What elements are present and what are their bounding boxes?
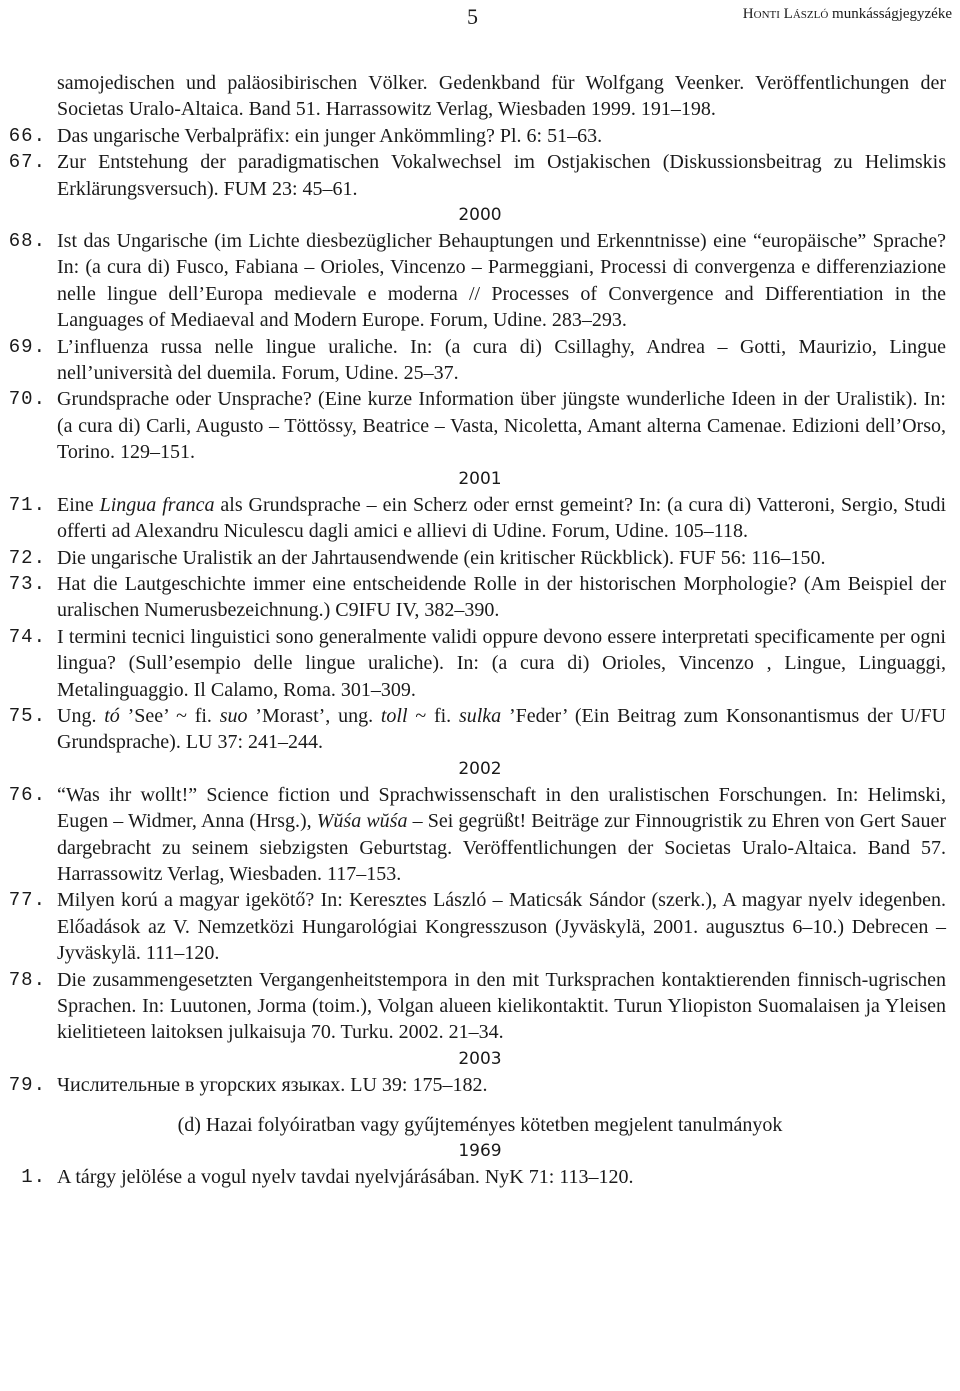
entry-text: Milyen korú a magyar igekötő? In: Keresztes László – Maticsák Sándor (szerk.), A magyar nyelv idegenben. Előadások az V. Nemzetközi Hungarológiai Kongresszuson (Jyväskylä, 2001. augusztus 6–10.) Debrecen – Jyväskylä. 111–120. <box>57 889 946 965</box>
entry-text: Zur Entstehung der paradigmatischen Vokalwechsel im Ostjakischen (Diskussionsbeitrag zu Helimskis Erklärungsversuch). FUM 23: 45–61. <box>57 151 946 200</box>
bib-entry-70 <box>0 386 960 465</box>
entry-number: 76. <box>8 783 46 806</box>
bib-entry-76 <box>0 782 960 888</box>
bibliography-content <box>0 70 960 1191</box>
entry-text: Das ungarische Verbalpräfix: ein junger Ankömmling? Pl. 6: 51–63. <box>57 124 603 147</box>
entry-text: Hat die Lautgeschichte immer eine entscheidende Rolle in der historischen Morphologie? (Am Beispiel der uralischen Numerusbezeichnung.) C9IFU IV, 382–390. <box>57 572 946 622</box>
entry-text: I termini tecnici linguistici sono generalmente validi oppure devono essere interpretati specificamente per ogni lingua? (Sull’esempio delle lingue uraliche). In: (a cura di) Orioles, Vincenzo , Lingue, Linguaggi, Metalinguaggio. Il Calamo, Roma. 301–309. <box>57 625 946 701</box>
entry-text-pre: Eine <box>57 493 100 516</box>
bib-entry-1 <box>0 1164 960 1190</box>
bib-entry-67 <box>0 149 960 202</box>
entry-text: L’influenza russa nelle lingue uraliche. In: (a cura di) Csillaghy, Andrea – Gotti, Maurizio, Lingue nell’università del duemila. Forum, Udine. 25–37. <box>57 335 946 385</box>
entry-number: 77. <box>8 889 46 912</box>
running-head-given-initial: L <box>783 6 793 22</box>
entry-text-italic: toll <box>380 704 408 727</box>
year-heading-2000: 2000 <box>458 205 502 226</box>
entry-text-part: ’See’ ~ fi. <box>119 704 220 727</box>
running-head <box>743 6 952 23</box>
entry-number: 70. <box>8 388 46 411</box>
entry-text: Числительные в угорских языках. LU 39: 175–182. <box>57 1073 488 1096</box>
entry-number: 74. <box>8 625 46 648</box>
entry-text: Die zusammengesetzten Vergangenheitstempora in den mit Turksprachen kontaktierenden finnisch-ugrischen Sprachen. In: Luutonen, Jorma (toim.), Volgan alueen kielikontaktit. Turun Yliopiston Suomalaisen ja Yleisen kielitieteen laitoksen julkaisuja 70. Turku. 2002. 21–34. <box>57 968 946 1044</box>
page-number: 5 <box>467 4 478 29</box>
bib-entry-79 <box>0 1072 960 1098</box>
entry-text-part: Ung. <box>57 704 105 727</box>
entry-text-post: als Grundsprache – ein Scherz oder ernst gemeint? In: (a cura di) Vatteroni, Sergio, Studi offerti ad Alexandru Niculescu dagli amici e allievi di Udine. Forum, Udine. 105–118. <box>57 493 946 543</box>
bib-entry-77 <box>0 887 960 966</box>
entry-text-part: ~ fi. <box>407 704 459 727</box>
running-head-surname-rest: ONTI <box>753 9 780 21</box>
entry-number: 79. <box>8 1073 46 1096</box>
entry-text: Ist das Ungarische (im Lichte diesbezüglicher Behauptungen und Erkenntnisse) eine “europäische” Sprache? In: (a cura di) Fusco, Fabiana – Orioles, Vincenzo – Parmeggiani, Processi di convergenza e differenziazione nelle lingue dell’Europa medievale e moderna // Processes of Convergence and Differentiation in the Languages of Mediaeval and Modern Europe. Forum, Udine. 283–293. <box>57 230 946 332</box>
running-head-suffix: munkásságjegyzéke <box>832 6 952 22</box>
year-heading-1969: 1969 <box>458 1141 502 1162</box>
entry-text-italic: sulka <box>458 704 502 727</box>
entry-number: 71. <box>8 493 46 516</box>
entry-text-italic: Lingua franca <box>99 493 215 516</box>
entry-text: A tárgy jelölése a vogul nyelv tavdai nyelvjárásában. NyK 71: 113–120. <box>57 1166 634 1189</box>
continuation-text: samojedischen und paläosibirischen Völker. Gedenkband für Wolfgang Veenker. Veröffentlichungen der Societas Uralo-Altaica. Band 51. Harrassowitz Verlag, Wiesbaden 1999. 191–198. <box>57 72 946 121</box>
entry-text-part: ’Morast’, ung. <box>247 704 381 727</box>
entry-text-pre: “Was ihr wollt!” Science fiction und Sprachwissenschaft in den uralistischen Forschungen. In: Helimski, Eugen – Widmer, Anna (Hrsg.), <box>57 783 946 833</box>
entry-number: 72. <box>8 546 46 569</box>
section-heading-d: (d) Hazai folyóiratban vagy gyűjteményes kötetben megjelent tanulmányok <box>177 1114 783 1137</box>
entry-text-italic: tó <box>104 704 120 727</box>
page-header <box>0 0 960 40</box>
entry-number: 68. <box>8 230 46 253</box>
year-heading-2002: 2002 <box>458 758 502 779</box>
bib-entry-73 <box>0 571 960 624</box>
bib-entry-68 <box>0 228 960 334</box>
entry-number: 67. <box>8 151 46 174</box>
entry-text-part: ’Feder’ (Ein Beitrag zum Konsonantismus der U/FU Grundsprache). LU 37: 241–244. <box>57 704 947 754</box>
bib-entry-71 <box>0 492 960 545</box>
entry-number: 73. <box>8 572 46 595</box>
bib-entry-78 <box>0 967 960 1046</box>
entry-number: 1. <box>21 1166 46 1189</box>
entry-text: Grundsprache oder Unsprache? (Eine kurze Information über jüngste wunderliche Ideen in der Uralistik). In: (a cura di) Carli, Augusto – Töttössy, Beatrice – Vasta, Nicoletta, Amant alterna Camenae. Edizioni dell’Orso, Torino. 129–151. <box>57 388 946 464</box>
running-head-surname-initial: H <box>742 6 754 22</box>
bib-entry-74 <box>0 624 960 703</box>
entry-text-italic: suo <box>219 704 248 727</box>
year-heading-2003: 2003 <box>458 1048 502 1069</box>
entry-text-post: – Sei gegrüßt! Beiträge zur Finnougristik zu Ehren von Gert Sauer dargebracht zu seinem siebzigsten Geburtstag. Veröffentlichungen der Societas Uralo-Altaica. Band 57. Harrassowitz Verlag, Wiesbaden. 117–153. <box>57 810 946 885</box>
entry-number: 75. <box>8 704 46 727</box>
entry-text: Die ungarische Uralistik an der Jahrtausendwende (ein kritischer Rückblick). FUF 56: 116–150. <box>57 546 826 569</box>
bib-entry-66 <box>0 123 960 149</box>
entry-number: 69. <box>8 335 46 358</box>
bib-entry-75 <box>0 703 960 756</box>
bib-entry-69 <box>0 334 960 387</box>
bib-entry-72 <box>0 545 960 571</box>
entry-number: 66. <box>8 124 46 147</box>
year-heading-2001: 2001 <box>458 468 502 489</box>
continuation-entry <box>0 70 960 123</box>
running-head-given-rest: ÁSZLÓ <box>792 9 829 21</box>
entry-text-italic: Wŭśa wŭśa <box>316 810 408 833</box>
entry-number: 78. <box>8 968 46 991</box>
